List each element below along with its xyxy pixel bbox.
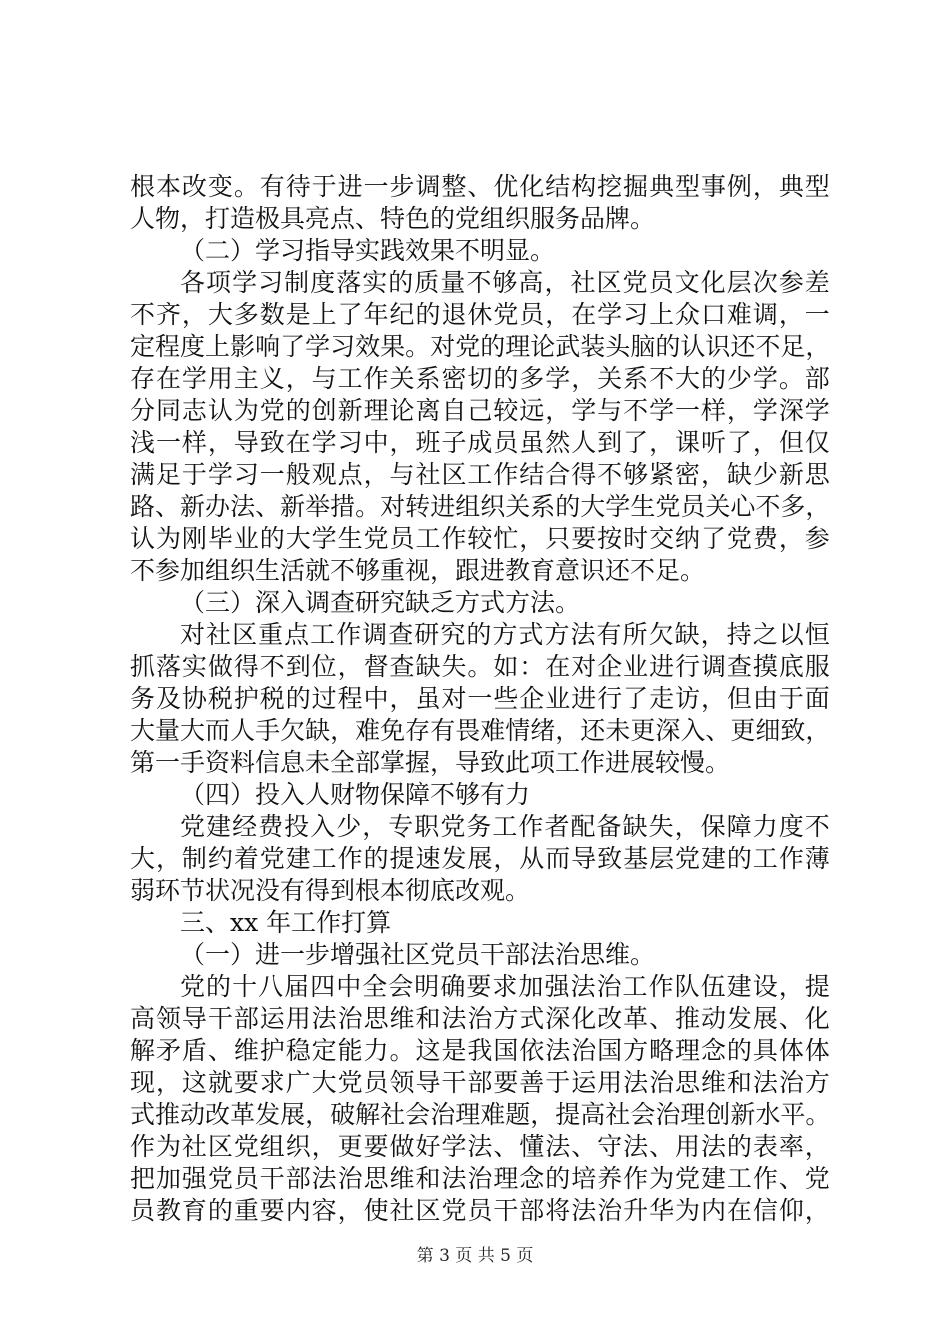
- paragraph-first-line: 对 社 区 重 点 工 作 调 查 研 究 的 方 式 方 法 有 所 欠 缺 ， 持 之 以 恒: [180, 620, 830, 649]
- paragraph-line: 根 本 改 变 。 有 待 于 进 一 步 调 整 、 优 化 结 构 挖 掘 典 型 事 例 ， 典 型: [130, 172, 830, 201]
- paragraph-first-line: 各 项 学 习 制 度 落 实 的 质 量 不 够 高 ， 社 区 党 员 文 化 层 次 参 差: [180, 268, 830, 297]
- paragraph-line: 把 加 强 党 员 干 部 法 治 思 维 和 法 治 理 念 的 培 养 作 为 党 建 工 作 、 党: [130, 1164, 830, 1193]
- paragraph-line: 第一手资料信息未全部掌握，导致此项工作进展较慢。: [130, 748, 731, 777]
- section-subheading: （四）投入人财物保障不够有力: [180, 780, 531, 809]
- paragraph-line: 抓 落 实 做 得 不 到 位 ， 督 查 缺 失 。 如 ： 在 对 企 业 进 行 调 查 摸 底 服: [130, 652, 830, 681]
- page-footer: 第 3 页 共 5 页: [416, 1246, 534, 1266]
- paragraph-line: 不 齐 ， 大 多 数 是 上 了 年 纪 的 退 休 党 员 ， 在 学 习 上 众 口 难 调 ， 一: [130, 300, 830, 329]
- paragraph-line: 员 教 育 的 重 要 内 容 ， 使 社 区 党 员 干 部 将 法 治 升 华 为 内 在 信 仰 ，: [130, 1196, 830, 1225]
- paragraph-line: 大 ， 制 约 着 党 建 工 作 的 提 速 发 展 ， 从 而 导 致 基 层 党 建 的 工 作 薄: [130, 844, 830, 873]
- paragraph-line: 认 为 刚 毕 业 的 大 学 生 党 员 工 作 较 忙 ， 只 要 按 时 交 纳 了 党 费 ， 参: [130, 524, 830, 553]
- paragraph-line: 式 推 动 改 革 发 展 ， 破 解 社 会 治 理 难 题 ， 提 高 社 会 治 理 创 新 水 平 。: [130, 1100, 831, 1129]
- paragraph-line: 分 同 志 认 为 党 的 创 新 理 论 离 自 己 较 远 ， 学 与 不 学 一 样 ， 学 深 学: [130, 396, 830, 425]
- paragraph-line: 高 领 导 干 部 运 用 法 治 思 维 和 法 治 方 式 深 化 改 革 、 推 动 发 展 、 化: [130, 1004, 830, 1033]
- section-subheading: （一）进一步增强社区党员干部法治思维。: [180, 940, 656, 969]
- paragraph-line: 大 量 大 而 人 手 欠 缺 ， 难 免 存 有 畏 难 情 绪 ， 还 未 更 深 入 、 更 细 致 ，: [130, 716, 831, 745]
- paragraph-line: 作 为 社 区 党 组 织 ， 更 要 做 好 学 法 、 懂 法 、 守 法 、 用 法 的 表 率 ，: [130, 1132, 830, 1161]
- paragraph-line: 定 程 度 上 影 响 了 学 习 效 果 。 对 党 的 理 论 武 装 头 脑 的 认 识 还 不 足 ，: [130, 332, 831, 361]
- paragraph-line: 存 在 学 用 主 义 ， 与 工 作 关 系 密 切 的 多 学 ， 关 系 不 大 的 少 学 。 部: [130, 364, 830, 393]
- paragraph-line: 人物，打造极具亮点、特色的党组织服务品牌。: [130, 204, 656, 233]
- paragraph-line: 务 及 协 税 护 税 的 过 程 中 ， 虽 对 一 些 企 业 进 行 了 走 访 ， 但 由 于 面: [130, 684, 830, 713]
- paragraph-line: 满 足 于 学 习 一 般 观 点 ， 与 社 区 工 作 结 合 得 不 够 紧 密 ， 缺 少 新 思: [130, 460, 830, 489]
- paragraph-line: 路 、 新 办 法 、 新 举 措 。 对 转 进 组 织 关 系 的 大 学 生 党 员 关 心 不 多 ，: [130, 492, 831, 521]
- paragraph-line: 解 矛 盾 、 维 护 稳 定 能 力 。 这 是 我 国 依 法 治 国 方 略 理 念 的 具 体 体: [130, 1036, 830, 1065]
- section-subheading: （二）学习指导实践效果不明显。: [180, 236, 556, 265]
- section-subheading: （三）深入调查研究缺乏方式方法。: [180, 588, 581, 617]
- document-body: [130, 171, 830, 1227]
- paragraph-line: 现 ， 这 就 要 求 广 大 党 员 领 导 干 部 要 善 于 运 用 法 治 思 维 和 法 治 方: [130, 1068, 830, 1097]
- paragraph-first-line: 党 的 十 八 届 四 中 全 会 明 确 要 求 加 强 法 治 工 作 队 伍 建 设 ， 提: [180, 972, 830, 1001]
- section-heading: 三、xx 年工作打算: [180, 908, 392, 937]
- paragraph-line: 不参加组织生活就不够重视，跟进教育意识还不足。: [130, 556, 706, 585]
- paragraph-first-line: 党 建 经 费 投 入 少 ， 专 职 党 务 工 作 者 配 备 缺 失 ， 保 障 力 度 不: [180, 812, 830, 841]
- paragraph-line: 弱环节状况没有得到根本彻底改观。: [130, 876, 531, 905]
- paragraph-line: 浅 一 样 ， 导 致 在 学 习 中 ， 班 子 成 员 虽 然 人 到 了 ， 课 听 了 ， 但 仅: [130, 428, 830, 457]
